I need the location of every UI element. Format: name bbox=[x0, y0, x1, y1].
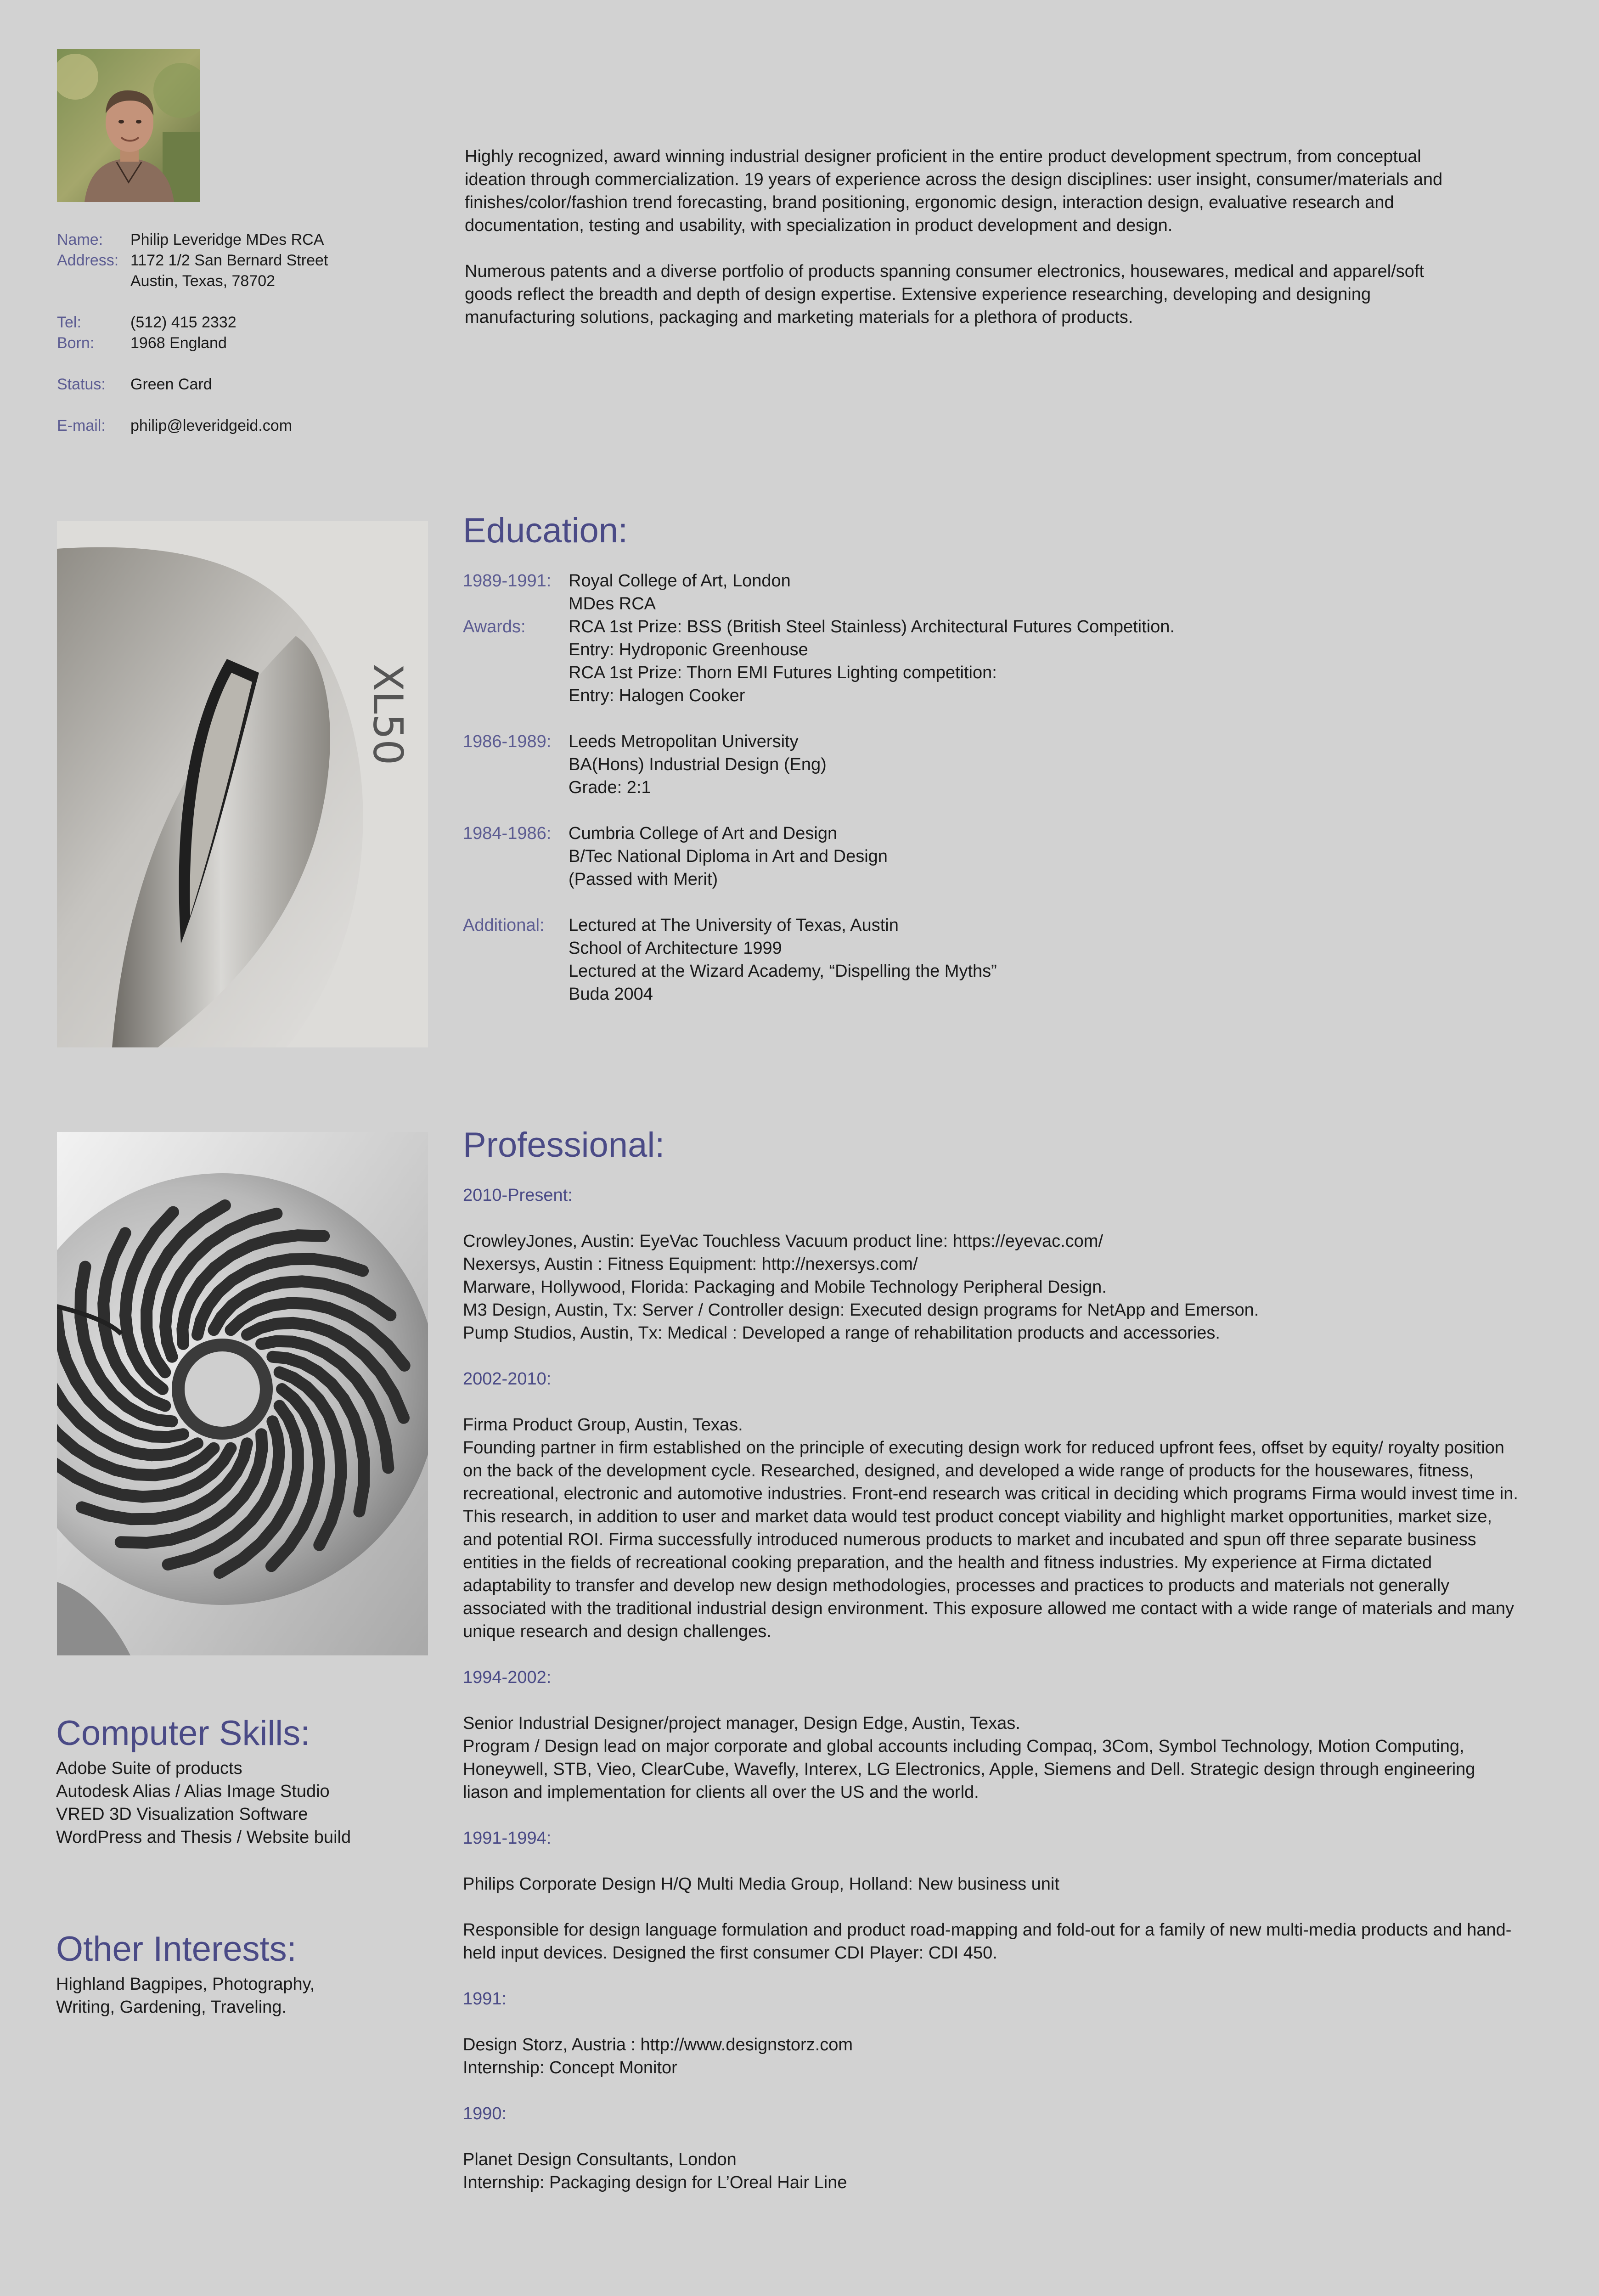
status-value: Green Card bbox=[130, 376, 212, 393]
award-line: Entry: Hydroponic Greenhouse bbox=[569, 640, 808, 659]
period-1990: 1990: bbox=[463, 2104, 507, 2123]
entry-line: MDes RCA bbox=[569, 594, 656, 613]
born-value: 1968 England bbox=[130, 334, 227, 352]
product-photo-fan-grille bbox=[57, 1132, 428, 1655]
email-link[interactable]: philip@leveridgeid.com bbox=[130, 417, 293, 434]
job-description: Responsible for design language formulation and product road-mapping and fold-out for a family of new multi-media products and hand-held input devices. Designed the first consumer CDI Player: CDI 450. bbox=[463, 1920, 1512, 1963]
job-line: Nexersys, Austin : Fitness Equipment: http://nexersys.com/ bbox=[463, 1255, 918, 1274]
period-1991-1994: 1991-1994: bbox=[463, 1829, 552, 1848]
education-entry-rca bbox=[463, 569, 1519, 707]
intro-paragraph-1: Highly recognized, award winning industrial designer proficient in the entire product development spectrum, from conceptual ideation through commercialization. 19 years of experience across the design disciplines: user insight, consumer/materials and finishes/color/fashion trend forecasting, brand positioning, ergonomic design, interaction design, evaluative research and documentation, testing and usability, with specialization in product development and design. bbox=[465, 147, 1443, 235]
job-description: Founding partner in firm established on the principle of executing design work for reduced upfront fees, offset by equity/ royalty position on the back of the development cycle. Researched, designed, and developed a wide range of products for the housewares, fitness, recreational, electronic and automotive industries. Front-end research was critical in deciding which programs Firma would invest time in. This research, in addition to user and market data would test product concept viability and highlight market opportunities, market size, and potential ROI. Firma successfully introduced numerous products to market and incubated and spun off three separate business entities in the fields of recreational cooking preparation, and the health and fitness industries. My experience at Firma dictated adaptability to transfer and develop new design methodologies, processes and practices to products and materials not generally associated with the traditional industrial design environment. This exposure allowed me contact with a wide range of materials and many unique research and design challenges. bbox=[463, 1438, 1518, 1641]
period-label: 1984-1986: bbox=[463, 824, 552, 843]
period-1991: 1991: bbox=[463, 1989, 507, 2009]
job-line: Pump Studios, Austin, Tx: Medical : Developed a range of rehabilitation products and accessories. bbox=[463, 1323, 1220, 1343]
professional-block-1991-1994 bbox=[463, 1873, 1519, 1964]
born-label: Born: bbox=[57, 334, 95, 352]
entry-line: Grade: 2:1 bbox=[569, 778, 651, 797]
awards-label: Awards: bbox=[463, 617, 526, 636]
professional-section bbox=[463, 1124, 1519, 2217]
address-line1: 1172 1/2 San Bernard Street bbox=[130, 252, 328, 269]
skill-item: Autodesk Alias / Alias Image Studio bbox=[56, 1782, 330, 1801]
address-line2: Austin, Texas, 78702 bbox=[130, 272, 276, 290]
professional-block-1991 bbox=[463, 2033, 1519, 2079]
portrait-photo bbox=[57, 49, 200, 202]
intro-paragraph-2: Numerous patents and a diverse portfolio of products spanning consumer electronics, housewares, medical and apparel/soft goods reflect the breadth and depth of design expertise. Extensive experience researching, developing and designing manufacturing solutions, packaging and marketing materials for a plethora of products. bbox=[465, 262, 1424, 327]
job-line: Marware, Hollywood, Florida: Packaging and Mobile Technology Peripheral Design. bbox=[463, 1277, 1107, 1297]
computer-skills-title: Computer Skills: bbox=[56, 1714, 310, 1753]
entry-line: BA(Hons) Industrial Design (Eng) bbox=[569, 755, 827, 774]
period-label: 1986-1989: bbox=[463, 732, 552, 751]
entry-line: Buda 2004 bbox=[569, 985, 653, 1004]
job-line: M3 Design, Austin, Tx: Server / Controller design: Executed design programs for NetApp and Emerson. bbox=[463, 1300, 1259, 1320]
award-line: RCA 1st Prize: Thorn EMI Futures Lighting competition: bbox=[569, 663, 997, 682]
status-label: Status: bbox=[57, 376, 106, 393]
education-entry-leeds bbox=[463, 730, 1519, 799]
job-description: Program / Design lead on major corporate and global accounts including Compaq, 3Com, Symbol Technology, Motion Computing, Honeywell, STB, Vieo, ClearCube, Wavefly, Interex, LG Electronics, Apple, Siemens and Dell. Strategic design through engineering liason and implementation for clients all over the US and the world. bbox=[463, 1737, 1475, 1802]
tel-label: Tel: bbox=[57, 314, 81, 331]
address-label: Address: bbox=[57, 252, 119, 269]
other-interests-title: Other Interests: bbox=[56, 1930, 297, 1969]
entry-line: Lectured at The University of Texas, Austin bbox=[569, 916, 899, 935]
job-line: CrowleyJones, Austin: EyeVac Touchless Vacuum product line: https://eyevac.com/ bbox=[463, 1232, 1104, 1251]
skill-item: WordPress and Thesis / Website build bbox=[56, 1828, 351, 1847]
computer-skills-section bbox=[56, 1714, 433, 1849]
skill-item: VRED 3D Visualization Software bbox=[56, 1805, 308, 1824]
job-heading: Philips Corporate Design H/Q Multi Media Group, Holland: New business unit bbox=[463, 1874, 1059, 1894]
entry-line: School of Architecture 1999 bbox=[569, 939, 782, 958]
period-2002: 2002-2010: bbox=[463, 1369, 552, 1389]
entry-line: (Passed with Merit) bbox=[569, 870, 718, 889]
email-label: E-mail: bbox=[57, 417, 106, 434]
job-line: Planet Design Consultants, London bbox=[463, 2150, 737, 2169]
product-photo-handle bbox=[57, 521, 428, 1047]
skill-item: Adobe Suite of products bbox=[56, 1759, 242, 1778]
education-entry-additional bbox=[463, 914, 1519, 1006]
contact-block bbox=[57, 230, 328, 436]
tel-value: (512) 415 2332 bbox=[130, 314, 236, 331]
interest-line: Highland Bagpipes, Photography, bbox=[56, 1975, 315, 1994]
professional-block-2010 bbox=[463, 1230, 1519, 1345]
additional-label: Additional: bbox=[463, 916, 545, 935]
entry-line: Cumbria College of Art and Design bbox=[569, 824, 838, 843]
period-2010: 2010-Present: bbox=[463, 1186, 573, 1205]
professional-block-1990 bbox=[463, 2148, 1519, 2194]
professional-block-1994 bbox=[463, 1712, 1519, 1804]
period-1994: 1994-2002: bbox=[463, 1668, 552, 1687]
professional-title: Professional: bbox=[463, 1125, 665, 1165]
job-line: Internship: Packaging design for L’Oreal Hair Line bbox=[463, 2173, 847, 2192]
education-title: Education: bbox=[463, 511, 628, 550]
engraved-text: XL50 bbox=[364, 664, 411, 765]
job-heading: Firma Product Group, Austin, Texas. bbox=[463, 1415, 743, 1435]
education-section bbox=[463, 510, 1519, 1029]
award-line: RCA 1st Prize: BSS (British Steel Stainless) Architectural Futures Competition. bbox=[569, 617, 1175, 636]
job-line: Internship: Concept Monitor bbox=[463, 2058, 677, 2077]
entry-line: Leeds Metropolitan University bbox=[569, 732, 799, 751]
job-line: Design Storz, Austria : http://www.designstorz.com bbox=[463, 2035, 853, 2054]
name-value: Philip Leveridge MDes RCA bbox=[130, 231, 324, 248]
intro-summary bbox=[465, 145, 1475, 352]
entry-line: B/Tec National Diploma in Art and Design bbox=[569, 847, 888, 866]
name-label: Name: bbox=[57, 231, 103, 248]
other-interests-section bbox=[56, 1930, 433, 2019]
professional-block-2002 bbox=[463, 1413, 1519, 1643]
entry-line: Lectured at the Wizard Academy, “Dispelling the Myths” bbox=[569, 962, 997, 981]
entry-line: Royal College of Art, London bbox=[569, 571, 791, 591]
education-entry-cumbria bbox=[463, 822, 1519, 891]
interest-line: Writing, Gardening, Traveling. bbox=[56, 1998, 287, 2017]
award-line: Entry: Halogen Cooker bbox=[569, 686, 745, 705]
job-heading: Senior Industrial Designer/project manager, Design Edge, Austin, Texas. bbox=[463, 1714, 1020, 1733]
period-label: 1989-1991: bbox=[463, 571, 552, 591]
